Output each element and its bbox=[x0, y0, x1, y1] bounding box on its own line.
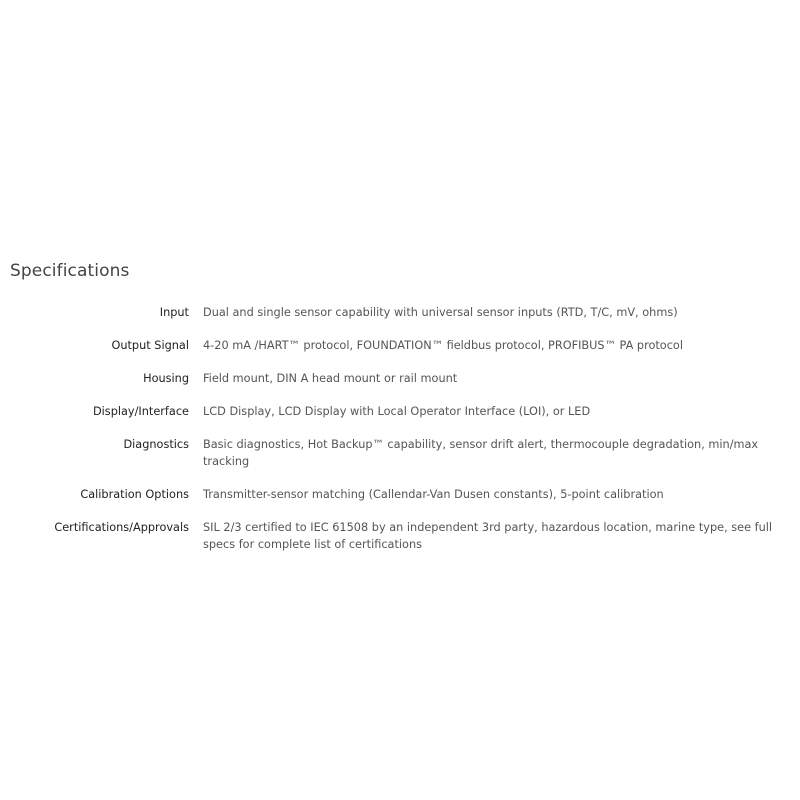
spec-row-diagnostics bbox=[0, 436, 800, 470]
spec-value: LCD Display, LCD Display with Local Operator Interface (LOI), or LED bbox=[203, 405, 591, 418]
spec-label: Certifications/Approvals bbox=[54, 521, 189, 534]
spec-label: Diagnostics bbox=[123, 438, 189, 451]
spec-row-housing bbox=[0, 370, 800, 387]
spec-label: Input bbox=[159, 306, 189, 319]
spec-label: Display/Interface bbox=[92, 405, 189, 418]
spec-table bbox=[0, 304, 800, 569]
spec-value: Field mount, DIN A head mount or rail mount bbox=[203, 372, 458, 385]
spec-label: Calibration Options bbox=[80, 488, 189, 501]
spec-row-certifications-approvals bbox=[0, 519, 800, 553]
spec-value: SIL 2/3 certified to IEC 61508 by an independent 3rd party, hazardous location, marine type, see full specs for complete list of certifications bbox=[203, 521, 773, 551]
spec-value: Transmitter-sensor matching (Callendar-Van Dusen constants), 5-point calibration bbox=[203, 488, 664, 501]
spec-label: Housing bbox=[143, 372, 189, 385]
spec-row-input bbox=[0, 304, 800, 321]
spec-value: Basic diagnostics, Hot Backup™ capability, sensor drift alert, thermocouple degradation, min/max tracking bbox=[203, 438, 759, 468]
spec-value: 4-20 mA /HART™ protocol, FOUNDATION™ fieldbus protocol, PROFIBUS™ PA protocol bbox=[203, 339, 683, 352]
section-title: Specifications bbox=[10, 261, 130, 281]
spec-value: Dual and single sensor capability with universal sensor inputs (RTD, T/C, mV, ohms) bbox=[203, 306, 678, 319]
spec-row-output-signal bbox=[0, 337, 800, 354]
spec-row-calibration-options bbox=[0, 486, 800, 503]
spec-label: Output Signal bbox=[111, 339, 189, 352]
spec-row-display-interface bbox=[0, 403, 800, 420]
